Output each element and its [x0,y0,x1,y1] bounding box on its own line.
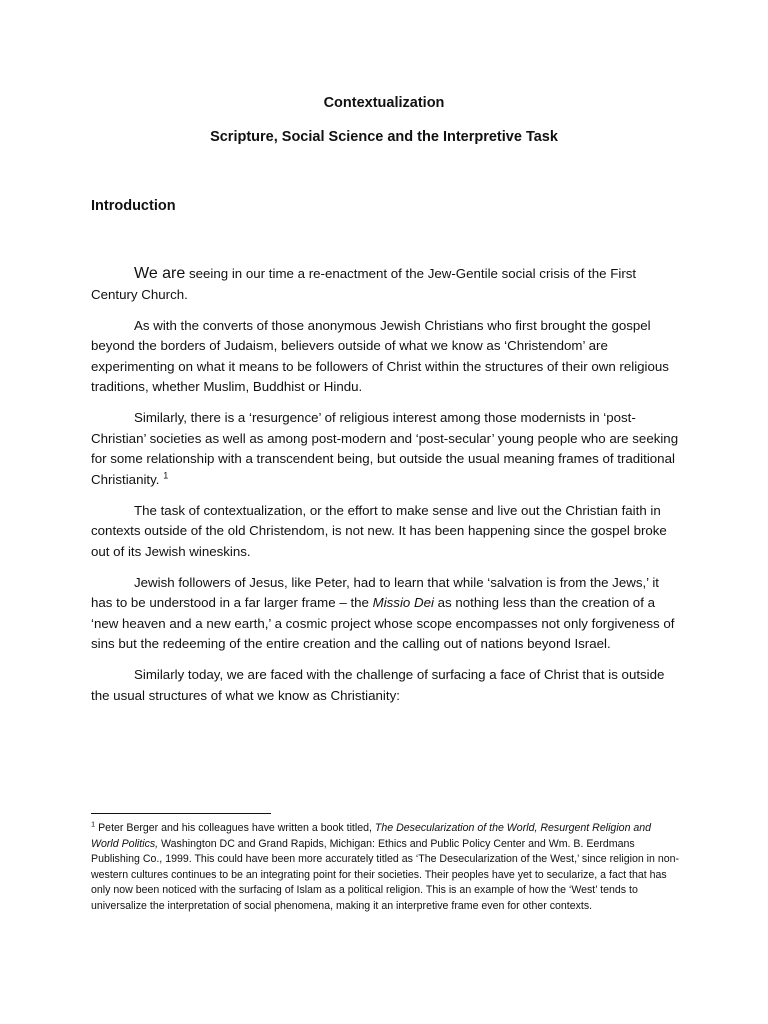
paragraph [91,264,681,305]
footnote-reference[interactable]: 1 [163,470,169,481]
paragraph [91,573,681,655]
footnote-separator [91,813,271,814]
body-text [91,264,681,717]
paragraph [91,316,681,398]
paragraph-text: seeing in our time a re-enactment of the Jew-Gentile social crisis of the First Century Church. [91,266,637,302]
paragraph-text: Similarly today, we are faced with the challenge of surfacing a face of Christ that is outside the usual structures of what we know as Christianity: [91,667,665,703]
footnote-text: Peter Berger and his colleagues have written a book titled, [95,822,375,834]
paragraph [91,501,681,563]
document-title: Contextualization [323,95,445,111]
document-subtitle: Scripture, Social Science and the Interpretive Task [210,129,558,145]
footnote-text: Washington DC and Grand Rapids, Michigan: Ethics and Public Policy Center and Wm. B. Eerdmans Publishing Co., 1999. This could have been more accurately titled as ‘The Desecularization of the West,’ since religion in non-western cultures continues to be an integrating point for their societies. Their peoples have yet to secularize, a fact that has only now been noticed with the surfacing of Islam as a political religion. This is an example of how the ‘West’ tends to universalize the interpretation of social phenomena, making it an interpretive frame even for other contexts. [91,837,680,912]
section-heading: Introduction [91,198,176,214]
paragraph-text: As with the converts of those anonymous Jewish Christians who first brought the gospel beyond the borders of Judaism, believers outside of what we know as ‘Christendom’ are experimenting on what it means to be followers of Christ within the structures of their own religious traditions, whether Muslim, Buddhist or Hindu. [91,317,669,394]
paragraph-text: as nothing less than the creation of a ‘new heaven and a new earth,’ a cosmic project whose scope encompasses not only forgiveness of sins but the redeeming of the entire creation and the calling out of nations beyond Israel. [91,595,675,651]
paragraph-text: Jewish followers of Jesus, like Peter, had to learn that while ‘salvation is from the Jews,’ it has to be understood in a far larger frame – the [91,574,659,610]
paragraph [91,665,681,706]
paragraph [91,408,681,490]
footnote [91,821,681,915]
paragraph-text: The task of contextualization, or the effort to make sense and live out the Christian faith in contexts outside of the old Christendom, is not new. It has been happening since the gospel broke out of its Jewish wineskins. [91,502,667,559]
footnote-number: 1 [91,819,96,829]
paragraph-text: Similarly, there is a ‘resurgence’ of religious interest among those modernists in ‘post-Christian’ societies as well as among post-modern and ‘post-secular’ young people who are seeking for some relationship with a transcendent being, but outside the usual meaning frames of traditional Christianity. [91,410,679,487]
footnote-book-title: The Desecularization of the World, Resurgent Religion and World Politics, [91,822,652,850]
paragraph-lead: We are [134,265,186,282]
paragraph-italic: Missio Dei [372,595,434,610]
